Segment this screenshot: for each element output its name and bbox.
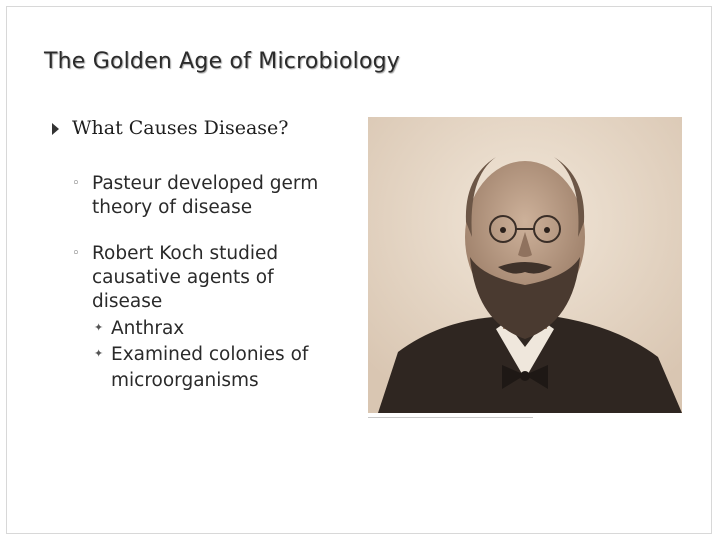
star-bullet-icon: ✦ [94, 347, 104, 360]
arrow-bullet-icon [52, 123, 59, 135]
list-item [72, 242, 342, 394]
sub-bullet-list [72, 172, 342, 416]
nested-list-item [92, 342, 342, 394]
level1-bullet [52, 117, 288, 139]
level1-text: What Causes Disease? [72, 117, 289, 139]
slide-title: The Golden Age of Microbiology [44, 49, 401, 74]
nested-item-text: Examined colonies of microorganisms [111, 344, 309, 391]
circle-bullet-icon: ◦ [72, 246, 80, 261]
star-bullet-icon: ✦ [94, 321, 104, 334]
list-item-text: Pasteur developed germ theory of disease [92, 173, 319, 218]
portrait-photo [368, 117, 682, 413]
circle-bullet-icon: ◦ [72, 176, 80, 191]
photo-caption [368, 414, 682, 420]
nested-list-item [92, 316, 342, 342]
list-item [72, 172, 342, 220]
portrait-photo-icon [368, 117, 682, 413]
caption-line [368, 417, 533, 418]
list-item-text: Robert Koch studied causative agents of disease [92, 243, 279, 312]
nested-item-text: Anthrax [111, 318, 185, 339]
nested-list [92, 316, 342, 394]
